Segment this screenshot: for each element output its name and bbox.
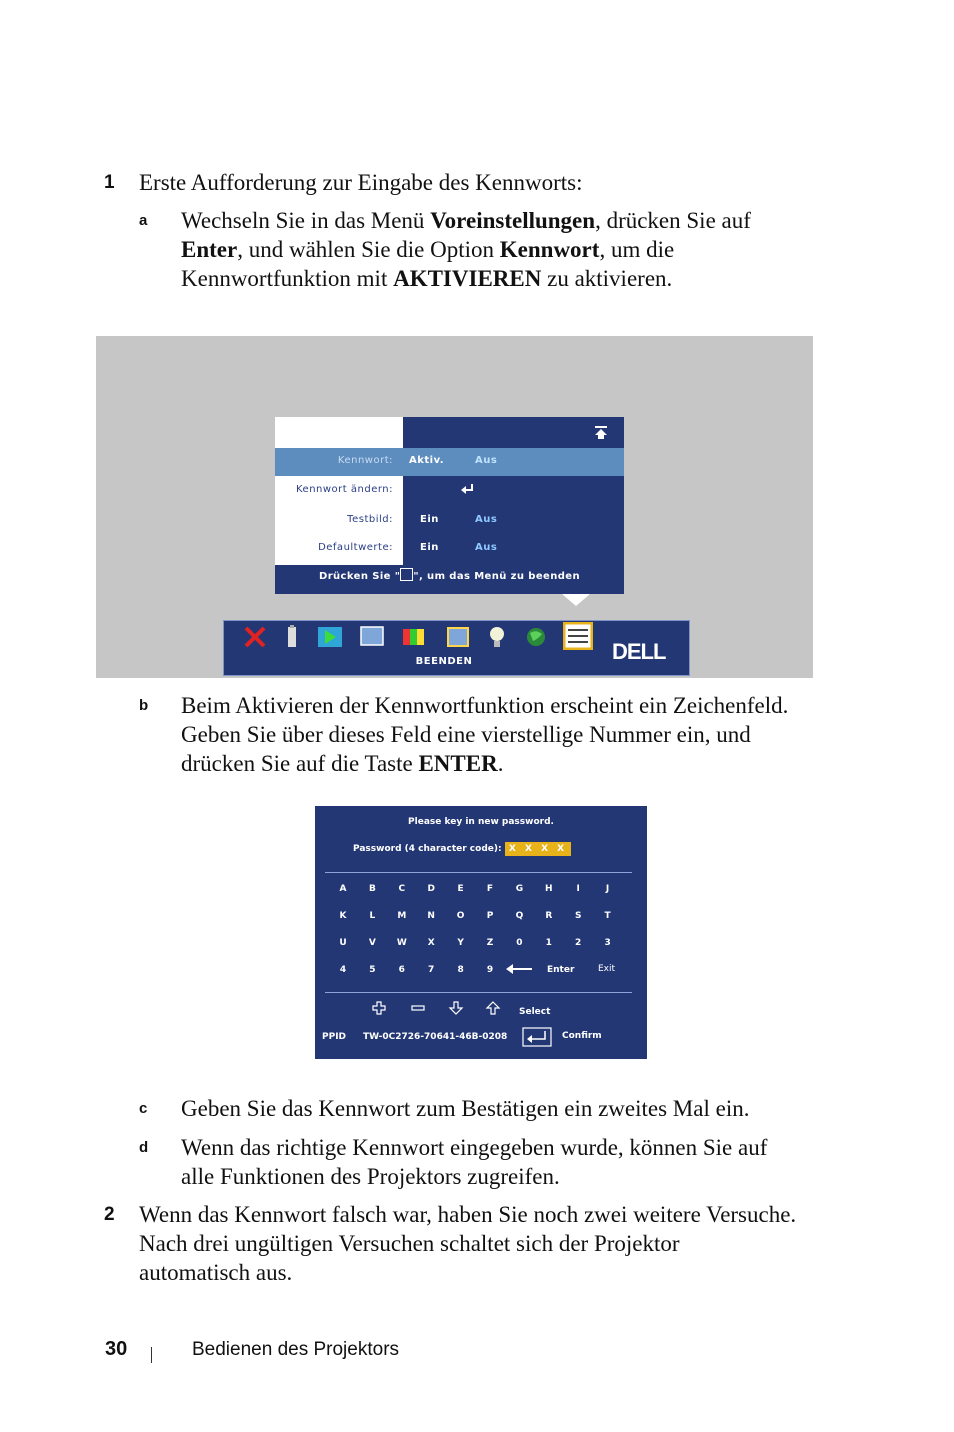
key-button[interactable]: 6 bbox=[398, 965, 405, 975]
option-aus[interactable]: Aus bbox=[475, 455, 498, 466]
key-button[interactable]: F bbox=[486, 884, 494, 894]
lamp-icon[interactable] bbox=[484, 625, 510, 649]
divider bbox=[325, 872, 632, 873]
substep-c-text: Geben Sie das Kennwort zum Bestätigen ein zweites Mal ein. bbox=[181, 1096, 750, 1121]
step-text: Erste Aufforderung zur Eingabe des Kennworts: bbox=[139, 170, 583, 195]
key-button[interactable]: 2 bbox=[575, 938, 582, 948]
step-number: 2 bbox=[104, 1204, 115, 1225]
color-icon[interactable] bbox=[401, 625, 427, 649]
step-number: 1 bbox=[104, 172, 115, 193]
menu-label-kennwort-aendern: Kennwort ändern: bbox=[295, 484, 393, 495]
divider bbox=[325, 992, 632, 993]
key-button[interactable]: X bbox=[427, 938, 435, 948]
key-button[interactable]: B bbox=[368, 884, 376, 894]
key-button[interactable]: M bbox=[397, 911, 407, 921]
menu-label-testbild: Testbild: bbox=[347, 514, 393, 525]
substep-letter: b bbox=[139, 697, 149, 714]
key-button[interactable]: C bbox=[398, 884, 406, 894]
option-ein[interactable]: Ein bbox=[420, 542, 439, 553]
key-button[interactable]: P bbox=[486, 911, 494, 921]
substep-letter: a bbox=[139, 212, 148, 229]
key-button[interactable]: Z bbox=[486, 938, 494, 948]
option-aus[interactable]: Aus bbox=[475, 542, 498, 553]
key-button[interactable]: D bbox=[427, 884, 435, 894]
enter-icon[interactable] bbox=[459, 481, 475, 497]
picture-icon[interactable] bbox=[359, 625, 385, 649]
key-button[interactable]: A bbox=[339, 884, 347, 894]
key-button[interactable]: 8 bbox=[457, 965, 464, 975]
key-button[interactable]: O bbox=[456, 911, 465, 921]
password-dialog bbox=[315, 806, 647, 1059]
chapter-title: Bedienen des Projektors bbox=[192, 1339, 400, 1360]
substep-letter: d bbox=[139, 1139, 149, 1156]
option-ein[interactable]: Ein bbox=[420, 514, 439, 525]
main-menu-bar bbox=[223, 620, 690, 676]
key-button[interactable]: I bbox=[576, 884, 580, 894]
input-icon[interactable] bbox=[279, 625, 305, 649]
key-button[interactable]: G bbox=[515, 884, 524, 894]
password-field[interactable]: X X X X bbox=[505, 842, 571, 856]
key-button[interactable]: 0 bbox=[516, 938, 523, 948]
key-button[interactable]: T bbox=[604, 911, 611, 921]
page-number: 30 bbox=[105, 1338, 128, 1360]
key-button[interactable]: S bbox=[574, 911, 582, 921]
option-aktiv[interactable]: Aktiv. bbox=[409, 455, 445, 466]
key-button[interactable]: H bbox=[545, 884, 553, 894]
footer-divider bbox=[151, 1347, 152, 1363]
menu-label-kennwort: Kennwort: bbox=[337, 455, 393, 466]
key-button[interactable]: 3 bbox=[604, 938, 611, 948]
plus-icon bbox=[371, 1000, 387, 1016]
language-icon[interactable] bbox=[523, 625, 549, 649]
dialog-title: Please key in new password. bbox=[408, 817, 554, 827]
substep-d-text: Wenn das richtige Kennwort eingegeben wurde, können Sie auf alle Funktionen des Projektors zugreifen. bbox=[181, 1135, 768, 1189]
backspace-icon[interactable] bbox=[505, 962, 533, 976]
menu-label-defaultwerte: Defaultwerte: bbox=[318, 542, 393, 553]
key-button[interactable]: V bbox=[368, 938, 376, 948]
key-button[interactable]: 1 bbox=[545, 938, 552, 948]
key-button[interactable]: 7 bbox=[428, 965, 435, 975]
ppid-label: PPID bbox=[322, 1032, 347, 1042]
enter-key[interactable]: Enter bbox=[547, 965, 575, 975]
preferences-icon[interactable] bbox=[563, 622, 593, 650]
display-icon[interactable] bbox=[445, 625, 471, 649]
minus-icon bbox=[410, 1000, 426, 1016]
dell-logo: DELL bbox=[612, 639, 666, 664]
select-label: Select bbox=[519, 1007, 551, 1017]
step2-text: Wenn das Kennwort falsch war, haben Sie noch zwei weitere Versuche. Nach drei ungültigen Versuchen schaltet sich der Projektor automatisch aus. bbox=[139, 1202, 797, 1285]
ppid-value: TW-0C2726-70641-46B-0208 bbox=[363, 1032, 508, 1042]
substep-b-text: Beim Aktivieren der Kennwortfunktion erscheint ein Zeichenfeld. Geben Sie über dieses Feld eine vierstellige Nummer ein, und drücken Sie auf die Taste ENTER. bbox=[181, 693, 789, 776]
arrow-up-icon bbox=[485, 1000, 501, 1016]
key-button[interactable]: U bbox=[339, 938, 347, 948]
option-aus[interactable]: Aus bbox=[475, 514, 498, 525]
key-button[interactable]: L bbox=[369, 911, 376, 921]
enter-icon bbox=[522, 1027, 552, 1047]
auto-adjust-icon[interactable] bbox=[317, 625, 343, 649]
menu-hint: Drücken Sie " ", um das Menü zu beenden bbox=[275, 568, 624, 582]
pointer-arrow bbox=[562, 594, 590, 606]
key-button[interactable]: 5 bbox=[369, 965, 376, 975]
key-button[interactable]: 9 bbox=[486, 965, 494, 975]
menu-bar-label: BEENDEN bbox=[415, 656, 473, 667]
exit-icon[interactable] bbox=[242, 625, 268, 649]
key-button[interactable]: E bbox=[457, 884, 464, 894]
password-prompt: Password (4 character code): bbox=[353, 844, 502, 854]
preferences-menu bbox=[275, 417, 624, 594]
key-button[interactable]: W bbox=[396, 938, 407, 948]
key-button[interactable]: J bbox=[605, 884, 610, 894]
arrow-down-icon bbox=[448, 1000, 464, 1016]
menu-icon bbox=[400, 568, 413, 581]
key-button[interactable]: Y bbox=[457, 938, 464, 948]
substep-letter: c bbox=[139, 1100, 148, 1117]
key-button[interactable]: 4 bbox=[339, 965, 347, 975]
key-button[interactable]: N bbox=[427, 911, 435, 921]
key-button[interactable]: R bbox=[545, 911, 553, 921]
key-button[interactable]: Q bbox=[515, 911, 524, 921]
confirm-label: Confirm bbox=[562, 1031, 602, 1041]
key-button[interactable]: K bbox=[339, 911, 347, 921]
exit-key[interactable]: Exit bbox=[598, 964, 616, 974]
substep-a-text: Wechseln Sie in das Menü Voreinstellungen, drücken Sie auf Enter, und wählen Sie die Option Kennwort, um die Kennwortfunktion mit AKTIVIEREN zu aktivieren. bbox=[181, 208, 751, 291]
scroll-up-icon[interactable] bbox=[593, 425, 609, 441]
